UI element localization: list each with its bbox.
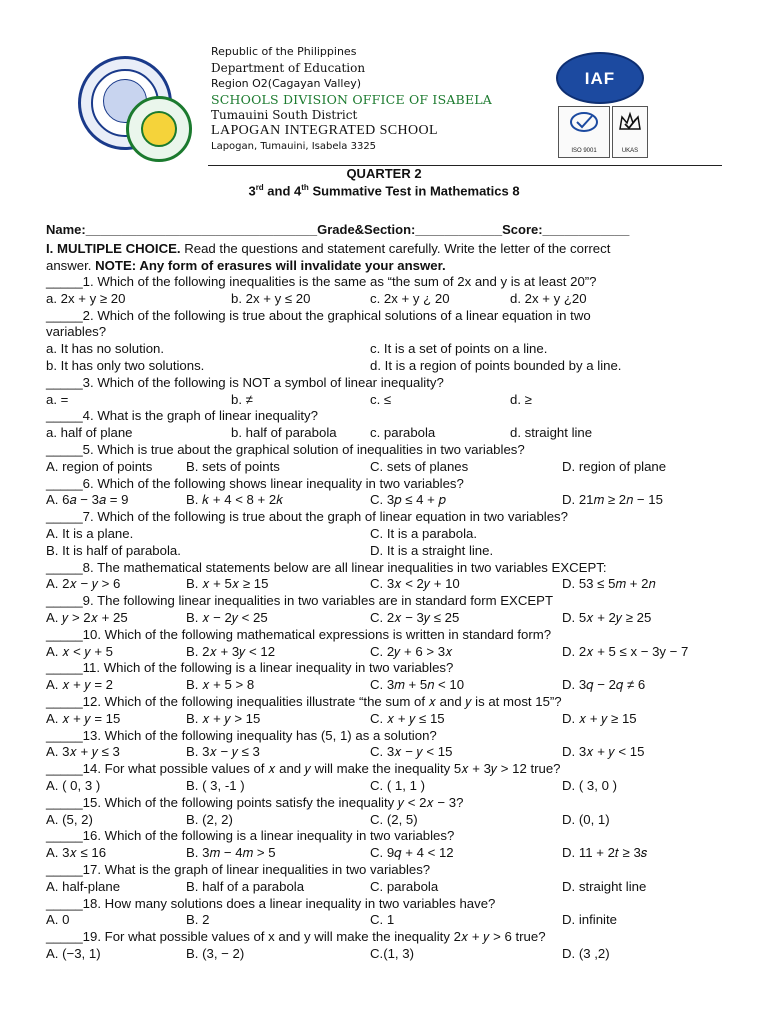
quarter-title: QUARTER 2	[346, 166, 422, 181]
answer-choice: A. half-plane	[46, 879, 121, 894]
answer-choice: C. parabola	[370, 879, 439, 894]
answer-choice: D. (3 ,2)	[562, 946, 610, 961]
answer-choice: B. 𝑥 + 5𝑥 ≥ 15	[186, 576, 269, 591]
answer-choice: a. 2x + y ≥ 20	[46, 291, 126, 306]
answer-choice: A. 𝑥 < 𝑦 + 5	[46, 644, 114, 659]
answer-choice: b. ≠	[231, 392, 253, 407]
question-stem: _____17. What is the graph of linear inequalities in two variables?	[46, 862, 431, 877]
answer-choice: A. It is a plane.	[46, 526, 134, 541]
header-school: LAPOGAN INTEGRATED SCHOOL	[211, 123, 438, 138]
division-seal-logo	[126, 96, 192, 162]
answer-choice: A. 3𝑥 ≤ 16	[46, 845, 107, 860]
instructions-line-2: answer. NOTE: Any form of erasures will invalidate your answer.	[46, 258, 446, 273]
question-stem: _____11. Which of the following is a linear inequality in two variables?	[46, 660, 454, 675]
answer-choice: B. 𝑘 + 4 < 8 + 2𝑘	[186, 492, 284, 507]
question-stem: _____6. Which of the following shows linear inequality in two variables?	[46, 476, 464, 491]
iso-mark-icon	[569, 111, 599, 133]
answer-choice: D. It is a straight line.	[370, 543, 494, 558]
header-department: Department of Education	[211, 61, 366, 75]
answer-choice: B. It is half of parabola.	[46, 543, 181, 558]
answer-choice: D. 3𝑥 + 𝑦 < 15	[562, 744, 645, 759]
question-stem: _____1. Which of the following inequalities is the same as “the sum of 2x and y is at least 20”?	[46, 274, 597, 289]
answer-choice: B. 3𝑥 − 𝑦 ≤ 3	[186, 744, 260, 759]
question-stem: _____12. Which of the following inequalities illustrate “the sum of 𝑥 and 𝑦 is at most 15”?	[46, 694, 562, 709]
header-district: Tumauini South District	[211, 108, 358, 122]
answer-choice: D. 𝑥 + 𝑦 ≥ 15	[562, 711, 637, 726]
question-stem: _____2. Which of the following is true about the graphical solutions of a linear equation in two	[46, 308, 591, 323]
question-stem: _____18. How many solutions does a linear inequality in two variables have?	[46, 896, 496, 911]
answer-choice: B. half of a parabola	[186, 879, 305, 894]
iso-cert-label: ISO 9001	[571, 148, 597, 154]
answer-choice: d. straight line	[510, 425, 593, 440]
answer-choice: A. 𝑥 + 𝑦 = 2	[46, 677, 114, 692]
answer-choice: C. (2, 5)	[370, 812, 418, 827]
question-stem: _____10. Which of the following mathematical expressions is written in standard form?	[46, 627, 552, 642]
answer-choice: B. 𝑥 − 2𝑦 < 25	[186, 610, 268, 625]
answer-choice: C. 𝑥 + 𝑦 ≤ 15	[370, 711, 445, 726]
answer-choice: A. 0	[46, 912, 70, 927]
answer-choice: C. 2𝑦 + 6 > 3𝑥	[370, 644, 453, 659]
header-republic: Republic of the Philippines	[211, 45, 357, 58]
header-address: Lapogan, Tumauini, Isabela 3325	[211, 141, 377, 152]
answer-choice: D. infinite	[562, 912, 617, 927]
answer-choice: C. 2𝑥 − 3𝑦 ≤ 25	[370, 610, 460, 625]
header-division: SCHOOLS DIVISION OFFICE OF ISABELA	[211, 92, 493, 107]
question-stem: _____3. Which of the following is NOT a symbol of linear inequality?	[46, 375, 444, 390]
question-stem: _____4. What is the graph of linear inequality?	[46, 408, 318, 423]
question-stem: _____7. Which of the following is true about the graph of linear equation in two variables?	[46, 509, 568, 524]
answer-choice: B. (2, 2)	[186, 812, 233, 827]
header-region: Region O2(Cagayan Valley)	[211, 77, 362, 90]
answer-choice: C. 3𝑥 < 2𝑦 + 10	[370, 576, 460, 591]
answer-choice: D. 21𝑚 ≥ 2𝑛 − 15	[562, 492, 663, 507]
answer-choice: D. 11 + 2𝑡 ≥ 3𝑠	[562, 845, 648, 860]
ukas-cert-logo	[612, 106, 648, 158]
answer-choice: A. ( 0, 3 )	[46, 778, 101, 793]
answer-choice: c. parabola	[370, 425, 436, 440]
answer-choice: A. 6𝑎 − 3𝑎 = 9	[46, 492, 129, 507]
question-stem: _____19. For what possible values of x and y will make the inequality 2𝑥 + 𝑦 > 6 true?	[46, 929, 546, 944]
question-stem: _____15. Which of the following points satisfy the inequality 𝑦 < 2𝑥 − 3?	[46, 795, 464, 810]
answer-choice: B. 2𝑥 + 3𝑦 < 12	[186, 644, 276, 659]
answer-choice: D. 53 ≤ 5𝑚 + 2𝑛	[562, 576, 656, 591]
answer-choice: B. (3, − 2)	[186, 946, 245, 961]
answer-choice: A. region of points	[46, 459, 153, 474]
answer-choice: B. 3𝑚 − 4𝑚 > 5	[186, 845, 276, 860]
ukas-crown-icon	[617, 111, 643, 135]
question-stem: _____14. For what possible values of 𝑥 and 𝑦 will make the inequality 5𝑥 + 3𝑦 > 12 true?	[46, 761, 561, 776]
answer-choice: a. =	[46, 392, 69, 407]
answer-choice: D. region of plane	[562, 459, 667, 474]
answer-choice: b. half of parabola	[231, 425, 337, 440]
iso-cert-logo	[558, 106, 610, 158]
answer-choice: B. sets of points	[186, 459, 280, 474]
answer-choice: C. 3𝑝 ≤ 4 + 𝑝	[370, 492, 446, 507]
answer-choice: D. 3𝑞 − 2𝑞 ≠ 6	[562, 677, 646, 692]
instructions-line-1: I. MULTIPLE CHOICE. Read the questions and statement carefully. Write the letter of the correct	[46, 241, 611, 256]
answer-choice: D. 2𝑥 + 5 ≤ x − 3y − 7	[562, 644, 689, 659]
answer-choice: c. It is a set of points on a line.	[370, 341, 548, 356]
answer-choice: C. 9𝑞 + 4 < 12	[370, 845, 454, 860]
iaf-logo	[556, 52, 644, 104]
answer-choice: A. 𝑥 + 𝑦 = 15	[46, 711, 121, 726]
answer-choice: A. (−3, 1)	[46, 946, 101, 961]
question-stem: _____13. Which of the following inequality has (5, 1) as a solution?	[46, 728, 437, 743]
answer-choice: C. sets of planes	[370, 459, 469, 474]
answer-choice: B. 𝑥 + 𝑦 > 15	[186, 711, 261, 726]
question-stem: _____9. The following linear inequalities in two variables are in standard form EXCEPT	[46, 593, 554, 608]
division-seal-core	[141, 111, 177, 147]
answer-choice: c. ≤	[370, 392, 392, 407]
answer-choice: C. ( 1, 1 )	[370, 778, 425, 793]
answer-choice: d. 2x + y ¿20	[510, 291, 587, 306]
answer-choice: B. 2	[186, 912, 210, 927]
test-title: 3rd and 4th Summative Test in Mathematics 8	[248, 183, 520, 199]
answer-choice: B. 𝑥 + 5 > 8	[186, 677, 255, 692]
answer-choice: D. 5𝑥 + 2𝑦 ≥ 25	[562, 610, 652, 625]
answer-choice: A. 𝑦 > 2𝑥 + 25	[46, 610, 128, 625]
answer-choice: B. ( 3, -1 )	[186, 778, 245, 793]
answer-choice: c. 2x + y ¿ 20	[370, 291, 450, 306]
iaf-logo-text: IAF	[584, 69, 616, 88]
answer-choice: d. ≥	[510, 392, 532, 407]
answer-choice: C.(1, 3)	[370, 946, 414, 961]
ukas-cert-label: UKAS	[621, 148, 639, 154]
answer-choice: a. It has no solution.	[46, 341, 165, 356]
name-grade-score-line: Name:________________________________Grade&Section:____________Score:____________	[46, 222, 630, 237]
question-stem-continued: variables?	[46, 324, 107, 339]
answer-choice: C. 3𝑥 − 𝑦 < 15	[370, 744, 453, 759]
answer-choice: A. 3𝑥 + 𝑦 ≤ 3	[46, 744, 120, 759]
answer-choice: A. 2𝑥 − 𝑦 > 6	[46, 576, 121, 591]
question-stem: _____5. Which is true about the graphical solution of inequalities in two variables?	[46, 442, 525, 457]
answer-choice: C. 3𝑚 + 5𝑛 < 10	[370, 677, 465, 692]
answer-choice: D. straight line	[562, 879, 647, 894]
answer-choice: C. It is a parabola.	[370, 526, 478, 541]
answer-choice: C. 1	[370, 912, 395, 927]
answer-choice: b. 2x + y ≤ 20	[231, 291, 311, 306]
answer-choice: D. ( 3, 0 )	[562, 778, 617, 793]
answer-choice: d. It is a region of points bounded by a line.	[370, 358, 622, 373]
answer-choice: a. half of plane	[46, 425, 133, 440]
answer-choice: b. It has only two solutions.	[46, 358, 205, 373]
answer-choice: D. (0, 1)	[562, 812, 610, 827]
answer-choice: A. (5, 2)	[46, 812, 93, 827]
question-stem: _____8. The mathematical statements below are all linear inequalities in two variables EXCEPT:	[46, 560, 607, 575]
question-stem: _____16. Which of the following is a linear inequality in two variables?	[46, 828, 455, 843]
